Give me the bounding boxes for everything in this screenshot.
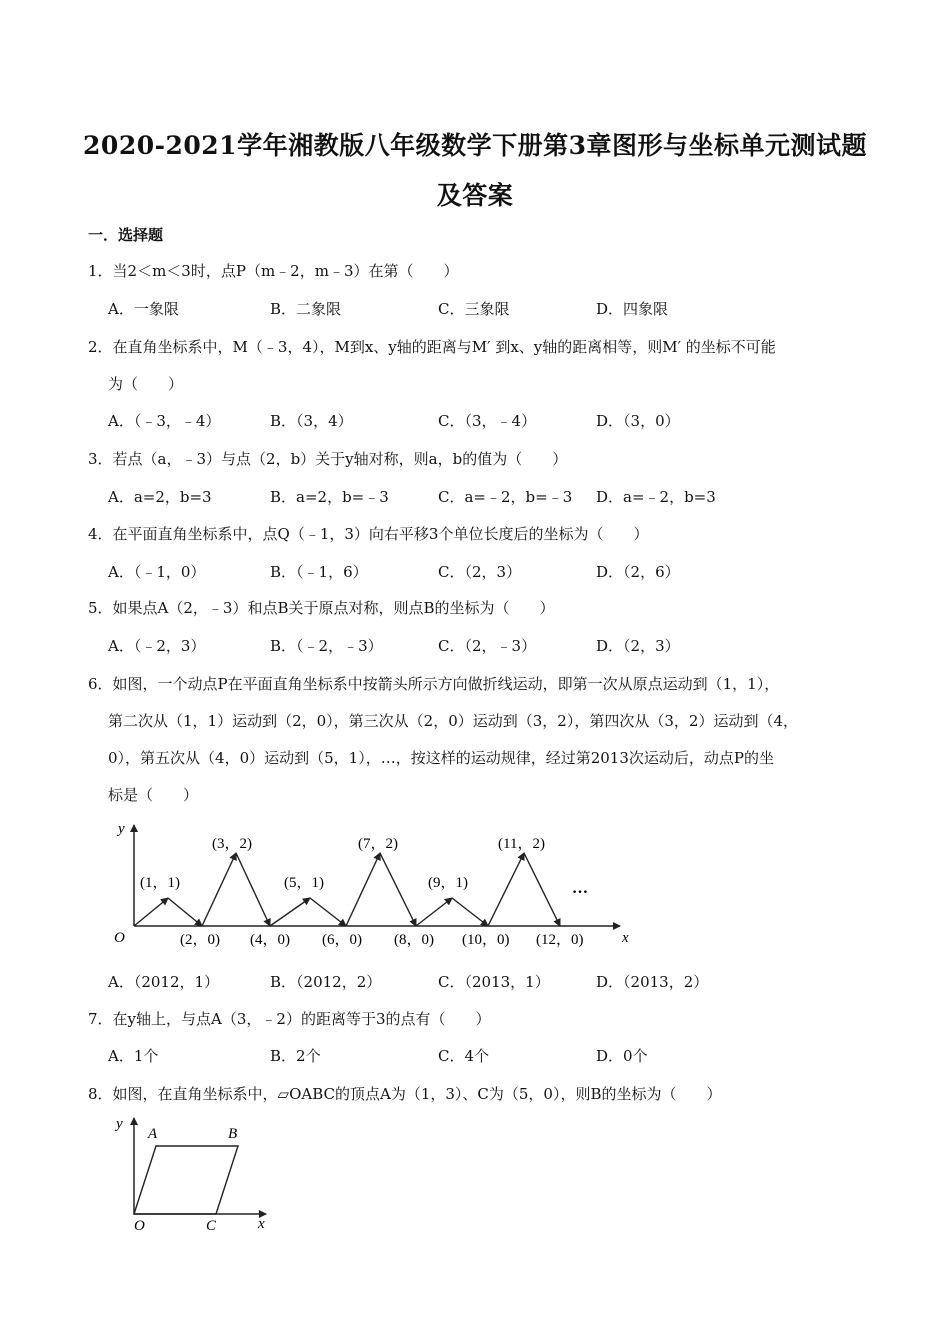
question-4-option-b: B．（﹣1，6） [270,563,368,581]
question-6-option-d: D．（2013，2） [596,973,709,991]
parallelogram-oabc [134,1146,238,1214]
point-label-4-0: (4，0) [250,932,290,948]
vertex-label-b: B [228,1126,238,1142]
question-6-option-c: C．（2013，1） [438,973,550,991]
question-1-text: 1．当2＜m＜3时，点P（m﹣2，m﹣3）在第（ ） [88,262,459,280]
vertex-label-c: C [206,1218,217,1232]
y-axis-label: y [116,1116,123,1132]
question-2-option-d: D．（3，0） [596,412,680,430]
point-label-11-2: (11，2) [498,836,545,852]
point-label-8-0: (8，0) [394,932,434,948]
question-3-option-c: C．a=﹣2，b=﹣3 [438,488,573,506]
point-label-9-1: (9，1) [428,875,468,891]
point-label-2-0: (2，0) [180,932,220,948]
vertex-label-a: A [148,1126,158,1142]
x-axis-label: x [258,1216,265,1232]
origin-label: O [114,930,125,946]
section-heading: 一．选择题 [88,226,164,244]
question-3-text: 3．若点（a，﹣3）与点（2，b）关于y轴对称，则a，b的值为（ ） [88,450,568,468]
point-label-5-1: (5，1) [284,875,324,891]
question-6-text-cont-1: 第二次从（1，1）运动到（2，0），第三次从（2，0）运动到（3，2），第四次从（3，2）运动到（4， [108,712,798,730]
question-5-option-a: A．（﹣2，3） [108,637,206,655]
question-4-option-d: D．（2，6） [596,563,680,581]
question-3-option-a: A．a=2，b=3 [108,488,212,506]
question-6-option-a: A．（2012，1） [108,973,220,991]
vertex-label-o: O [134,1218,145,1232]
question-1-option-c: C．三象限 [438,300,510,318]
question-7-option-b: B．2个 [270,1047,321,1065]
zigzag-path [134,853,560,926]
question-1-option-b: B．二象限 [270,300,342,318]
document-title-line2: 及答案 [436,181,514,210]
question-7-text: 7．在y轴上，与点A（3，﹣2）的距离等于3的点有（ ） [88,1010,491,1028]
question-5-option-d: D．（2，3） [596,637,680,655]
question-7-option-d: D．0个 [596,1047,648,1065]
question-2-option-b: B．（3，4） [270,412,353,430]
question-2-text-cont: 为（ ） [108,375,184,393]
question-5-option-b: B．（﹣2，﹣3） [270,637,383,655]
question-2-option-a: A．（﹣3，﹣4） [108,412,221,430]
question-7-option-c: C．4个 [438,1047,490,1065]
x-axis-label: x [622,930,629,946]
question-8-figure [104,1112,274,1232]
question-6-text-cont-2: 0），第五次从（4，0）运动到（5，1），…，按这样的运动规律，经过第2013次运动后，动点P的坐 [108,749,774,767]
question-5-option-c: C．（2，﹣3） [438,637,537,655]
question-6-text: 6．如图，一个动点P在平面直角坐标系中按箭头所示方向做折线运动，即第一次从原点运动到（1，1）， [88,675,780,693]
question-4-text: 4．在平面直角坐标系中，点Q（﹣1，3）向右平移3个单位长度后的坐标为（ ） [88,525,649,543]
question-6-option-b: B．（2012，2） [270,973,382,991]
question-3-option-b: B．a=2，b=﹣3 [270,488,389,506]
document-title-line1: 2020-2021学年湘教版八年级数学下册第3章图形与坐标单元测试题 [83,131,867,160]
y-axis-label: y [118,821,125,837]
point-label-6-0: (6，0) [322,932,362,948]
question-1-option-a: A．一象限 [108,300,179,318]
point-label-1-1: (1，1) [140,875,180,891]
question-6-text-cont-3: 标是（ ） [108,786,199,804]
question-3-option-d: D．a=﹣2，b=3 [596,488,716,506]
point-label-10-0: (10，0) [462,932,510,948]
question-2-option-c: C．（3，﹣4） [438,412,537,430]
question-4-option-a: A．（﹣1，0） [108,563,206,581]
point-label-12-0: (12，0) [536,932,584,948]
question-5-text: 5．如果点A（2，﹣3）和点B关于原点对称，则点B的坐标为（ ） [88,599,555,617]
question-7-option-a: A．1个 [108,1047,159,1065]
question-4-option-c: C．（2，3） [438,563,522,581]
question-6-figure [100,815,630,955]
ellipsis: … [572,880,588,897]
point-label-7-2: (7，2) [358,836,398,852]
question-1-option-d: D．四象限 [596,300,669,318]
question-8-text: 8．如图，在直角坐标系中，▱OABC的顶点A为（1，3）、C为（5，0），则B的坐标为（ ） [88,1085,722,1103]
question-2-text: 2．在直角坐标系中，M（﹣3，4），M到x、y轴的距离与M′ 到x、y轴的距离相等，则M′ 的坐标不可能 [88,338,776,356]
point-label-3-2: (3，2) [212,836,252,852]
